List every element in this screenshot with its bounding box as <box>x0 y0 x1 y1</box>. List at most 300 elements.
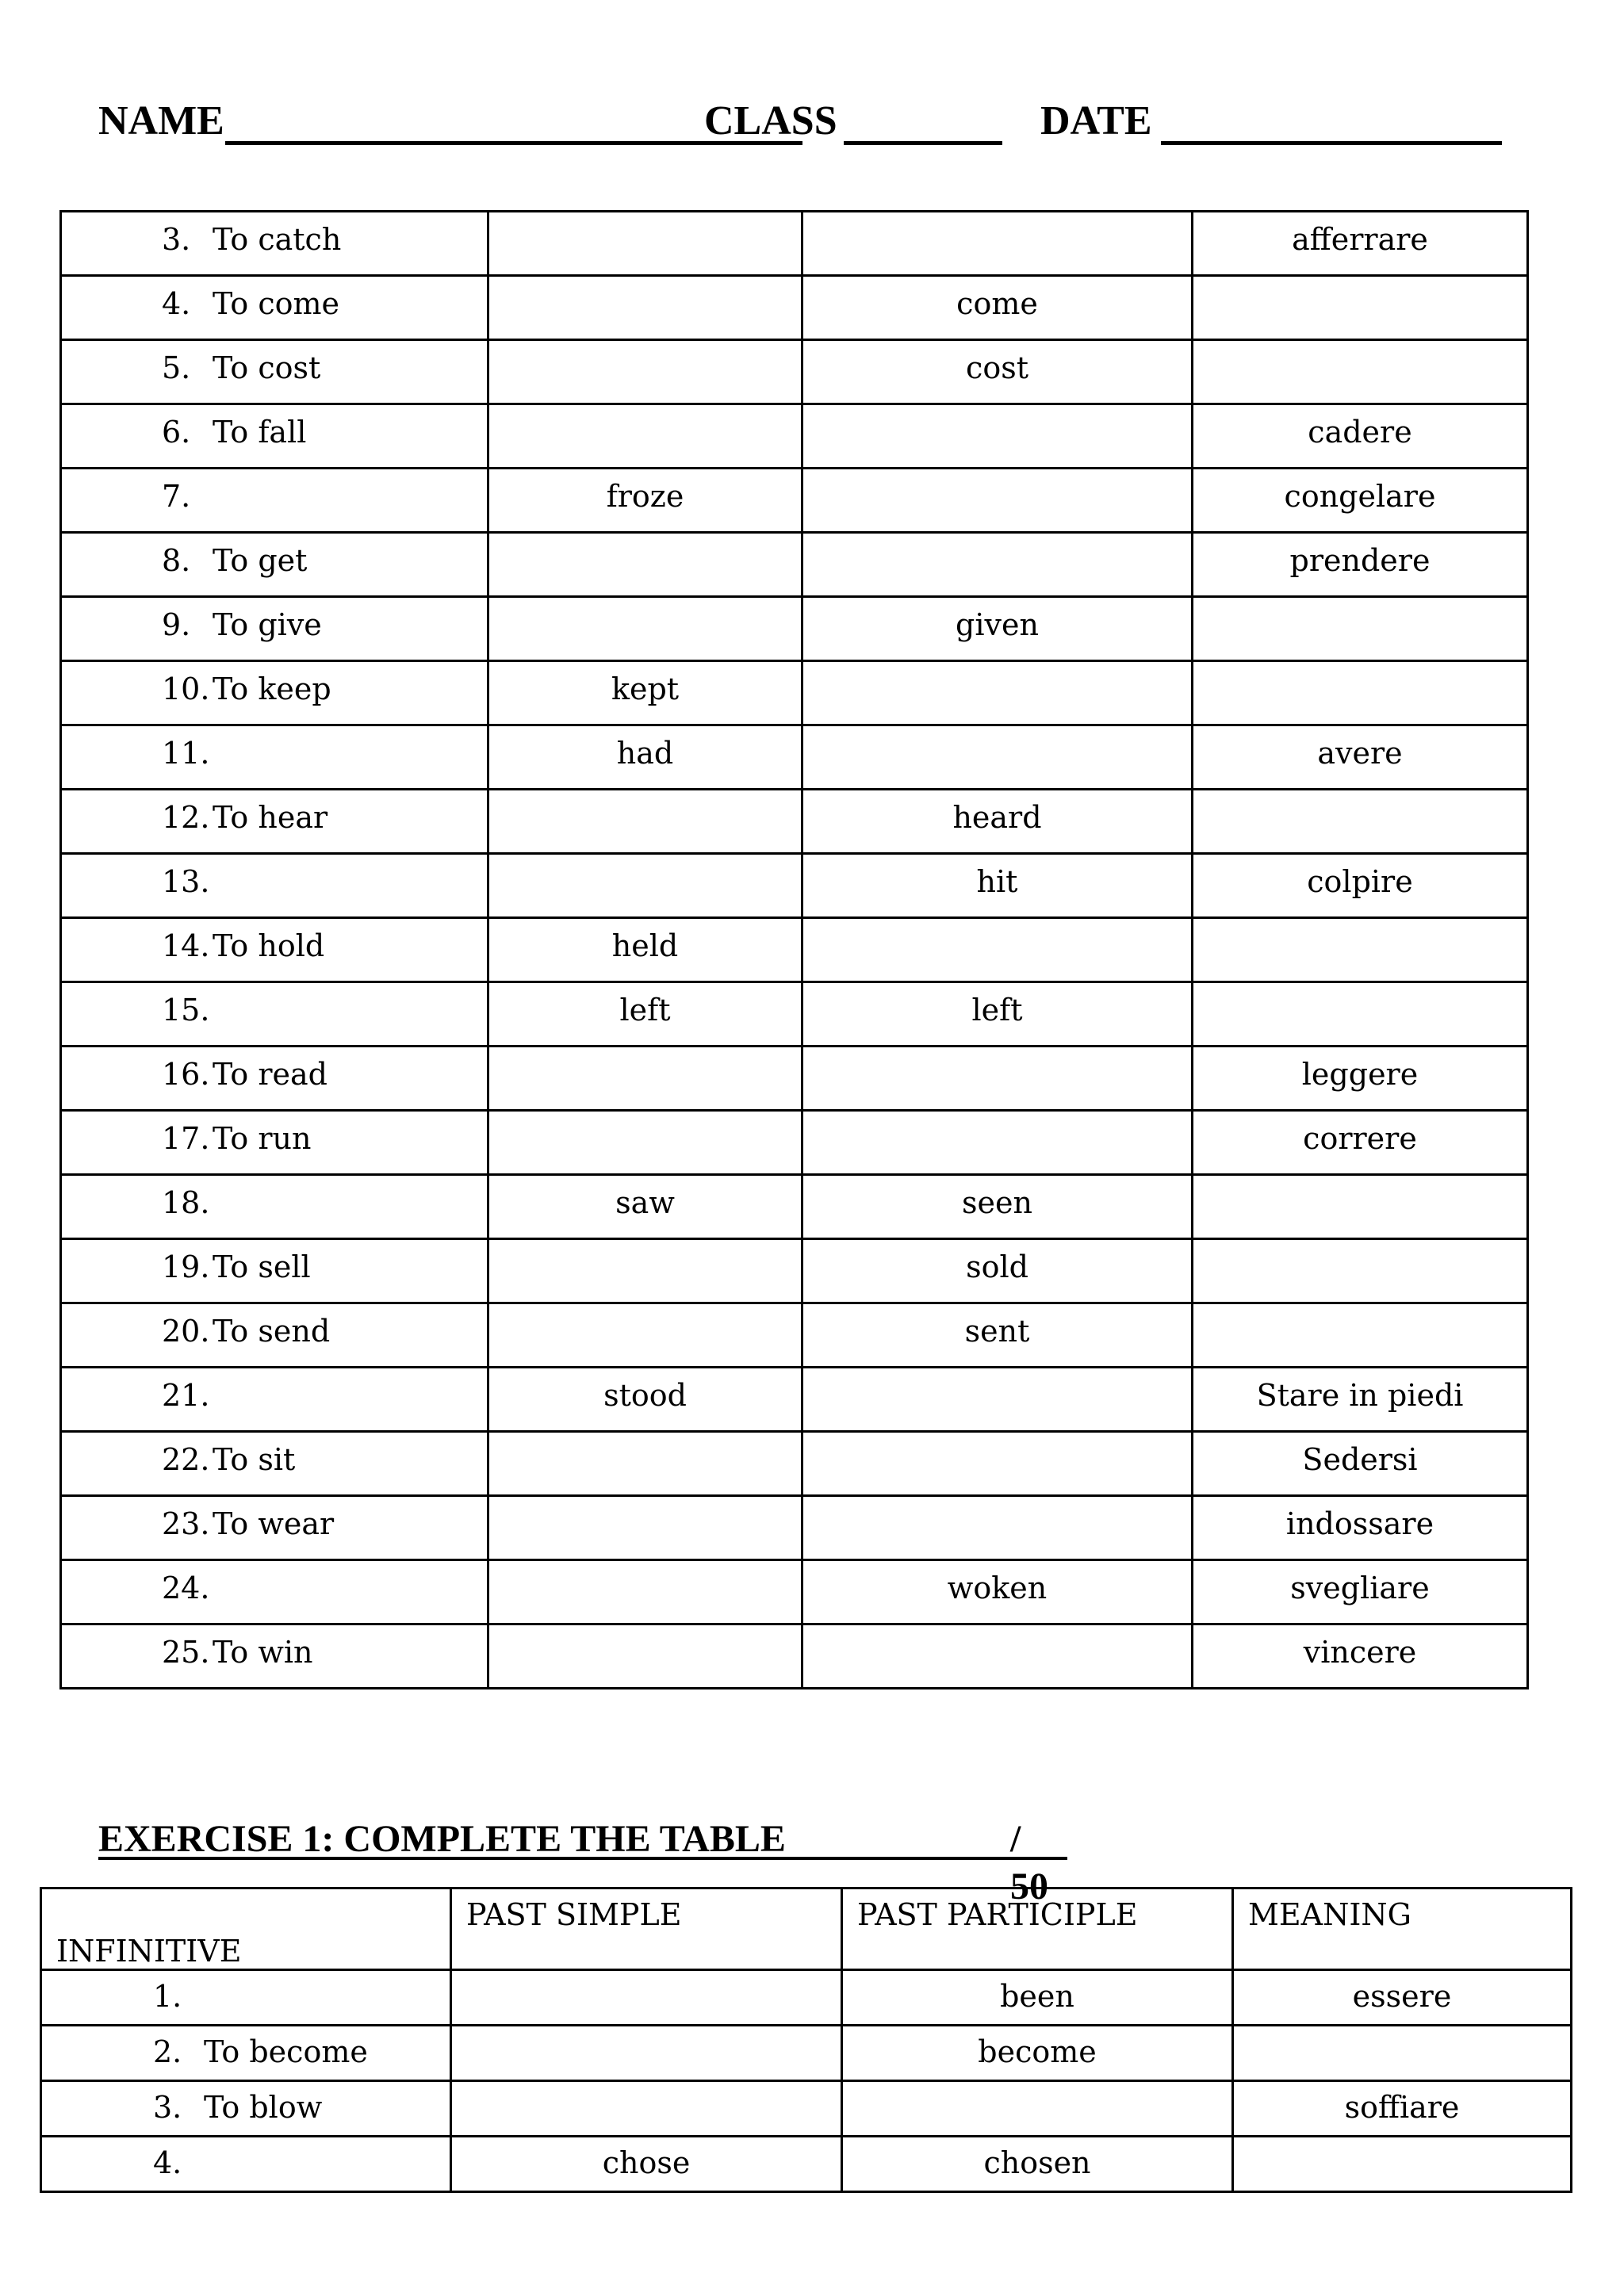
infinitive-content <box>42 1971 450 2014</box>
past-participle-text: heard <box>952 800 1042 835</box>
meaning-cell[interactable] <box>1193 597 1528 661</box>
meaning-cell[interactable] <box>1193 790 1528 854</box>
past-participle-cell[interactable] <box>802 340 1193 404</box>
meaning-text <box>1193 1176 1526 1185</box>
infinitive-cell[interactable] <box>61 725 488 790</box>
past-participle-cell[interactable] <box>802 1303 1193 1368</box>
infinitive-content <box>62 1047 487 1092</box>
past-participle-cell[interactable] <box>802 790 1193 854</box>
past-simple-text: left <box>619 993 671 1027</box>
meaning-text: Stare in piedi <box>1256 1378 1464 1413</box>
past-participle-text: come <box>956 286 1038 321</box>
infinitive-cell[interactable] <box>61 854 488 918</box>
past-participle-text <box>803 1112 1191 1121</box>
infinitive-text: To win <box>213 1635 313 1670</box>
infinitive-cell[interactable] <box>61 1175 488 1239</box>
table-row <box>61 1175 1528 1239</box>
meaning-cell[interactable] <box>1193 1496 1528 1560</box>
past-simple-text <box>489 212 801 222</box>
past-simple-text: held <box>611 928 679 963</box>
meaning-cell[interactable] <box>1193 340 1528 404</box>
exercise-title-text: EXERCISE 1: COMPLETE THE TABLE <box>98 1818 786 1860</box>
infinitive-cell[interactable] <box>61 1496 488 1560</box>
meaning-cell[interactable] <box>1193 1368 1528 1432</box>
infinitive-text: To become <box>204 2034 368 2069</box>
infinitive-content <box>62 341 487 385</box>
date-label: DATE <box>1040 98 1152 144</box>
past-simple-cell[interactable] <box>488 1432 802 1496</box>
past-participle-text <box>803 1625 1191 1635</box>
past-simple-text <box>452 2026 841 2034</box>
table-row <box>41 2026 1572 2081</box>
meaning-text <box>1193 1240 1526 1249</box>
row-number: 5. <box>162 350 191 385</box>
infinitive-content <box>62 1176 487 1220</box>
meaning-cell[interactable] <box>1193 982 1528 1047</box>
past-participle-cell[interactable] <box>802 597 1193 661</box>
past-simple-cell[interactable] <box>488 469 802 533</box>
past-simple-text <box>489 1112 801 1121</box>
row-number: 23. <box>162 1506 210 1541</box>
infinitive-cell[interactable] <box>61 533 488 597</box>
infinitive-cell[interactable] <box>61 1368 488 1432</box>
past-simple-text <box>489 1561 801 1571</box>
infinitive-text: To blow <box>204 2090 323 2125</box>
past-simple-text: saw <box>615 1185 675 1220</box>
meaning-text: svegliare <box>1290 1571 1430 1605</box>
infinitive-cell[interactable] <box>41 1970 451 2026</box>
past-participle-cell[interactable] <box>802 661 1193 725</box>
past-participle-cell[interactable] <box>802 918 1193 982</box>
infinitive-cell[interactable] <box>61 340 488 404</box>
meaning-cell[interactable] <box>1233 2026 1572 2081</box>
meaning-text <box>1234 2137 1570 2145</box>
table-row <box>61 918 1528 982</box>
table-row <box>61 982 1528 1047</box>
past-simple-cell[interactable] <box>488 790 802 854</box>
verbs-table-body <box>61 212 1528 1689</box>
infinitive-cell[interactable] <box>61 1624 488 1689</box>
meaning-text: essere <box>1352 1979 1452 2014</box>
past-simple-cell[interactable] <box>488 1111 802 1175</box>
header-row <box>41 1888 1572 1970</box>
meaning-cell[interactable] <box>1193 661 1528 725</box>
past-participle-text: been <box>1000 1979 1074 2014</box>
row-number: 7. <box>162 479 191 514</box>
past-simple-text <box>489 1433 801 1442</box>
infinitive-content <box>62 1497 487 1541</box>
exercise-title-underline <box>98 1857 1067 1860</box>
row-number: 3. <box>162 222 191 257</box>
table-row <box>61 1111 1528 1175</box>
past-participle-cell[interactable] <box>802 533 1193 597</box>
past-participle-text <box>803 405 1191 415</box>
row-number: 12. <box>162 800 210 835</box>
row-number: 19. <box>162 1249 210 1284</box>
past-participle-text: woken <box>947 1571 1048 1605</box>
past-simple-text: kept <box>611 672 680 706</box>
infinitive-cell[interactable] <box>61 1047 488 1111</box>
infinitive-cell[interactable] <box>61 1432 488 1496</box>
past-simple-text <box>489 1047 801 1057</box>
past-participle-text <box>803 662 1191 672</box>
past-simple-cell[interactable] <box>488 918 802 982</box>
table-row <box>61 533 1528 597</box>
row-number: 13. <box>162 864 210 899</box>
exercise-title <box>98 1816 1066 1908</box>
infinitive-cell[interactable] <box>41 2081 451 2137</box>
infinitive-cell[interactable] <box>61 276 488 340</box>
infinitive-text: To catch <box>213 222 342 257</box>
past-participle-cell[interactable] <box>802 854 1193 918</box>
past-participle-cell[interactable] <box>802 1560 1193 1624</box>
infinitive-content <box>62 212 487 257</box>
past-simple-text <box>489 341 801 350</box>
exercise-table <box>40 1887 1572 2193</box>
past-simple-cell[interactable] <box>488 276 802 340</box>
meaning-cell[interactable] <box>1193 276 1528 340</box>
past-simple-cell[interactable] <box>451 2026 842 2081</box>
infinitive-text: To keep <box>213 672 331 706</box>
table-row <box>61 212 1528 276</box>
past-simple-text <box>452 2082 841 2090</box>
infinitive-cell[interactable] <box>61 212 488 276</box>
infinitive-text: To sit <box>213 1442 296 1477</box>
exercise-score: / 50 <box>1010 1818 1048 1908</box>
past-simple-cell[interactable] <box>488 340 802 404</box>
table-row <box>61 1624 1528 1689</box>
past-simple-text <box>489 598 801 607</box>
past-simple-cell[interactable] <box>451 2081 842 2137</box>
row-number: 9. <box>162 607 191 642</box>
infinitive-cell[interactable] <box>41 2026 451 2081</box>
infinitive-cell[interactable] <box>61 1239 488 1303</box>
meaning-text <box>1193 277 1526 286</box>
table-row <box>61 790 1528 854</box>
meaning-text: prendere <box>1289 543 1431 578</box>
meaning-cell[interactable] <box>1193 1560 1528 1624</box>
infinitive-cell[interactable] <box>41 2137 451 2192</box>
meaning-cell[interactable] <box>1193 1175 1528 1239</box>
past-simple-cell[interactable] <box>488 1368 802 1432</box>
row-number: 25. <box>162 1635 210 1670</box>
meaning-cell[interactable] <box>1193 212 1528 276</box>
past-simple-text <box>489 405 801 415</box>
past-participle-cell[interactable] <box>842 2137 1233 2192</box>
meaning-cell[interactable] <box>1233 2137 1572 2192</box>
past-participle-cell[interactable] <box>842 2081 1233 2137</box>
past-simple-cell[interactable] <box>488 533 802 597</box>
past-simple-cell[interactable] <box>488 1239 802 1303</box>
row-number: 11. <box>162 736 210 771</box>
meaning-text: leggere <box>1301 1057 1419 1092</box>
table-row <box>61 661 1528 725</box>
infinitive-content <box>62 277 487 321</box>
meaning-cell[interactable] <box>1193 469 1528 533</box>
table-row <box>61 1432 1528 1496</box>
row-number: 22. <box>162 1442 210 1477</box>
meaning-text: correre <box>1303 1121 1417 1156</box>
meaning-cell[interactable] <box>1193 1239 1528 1303</box>
past-simple-text <box>452 1971 841 1979</box>
infinitive-content <box>62 855 487 899</box>
infinitive-content <box>62 1433 487 1477</box>
exercise-table-body <box>41 1888 1572 2192</box>
meaning-text: cadere <box>1308 415 1412 450</box>
meaning-text <box>1193 790 1526 800</box>
past-participle-cell[interactable] <box>802 982 1193 1047</box>
table-row <box>61 1496 1528 1560</box>
meaning-cell[interactable] <box>1193 1624 1528 1689</box>
past-simple-text: stood <box>603 1378 687 1413</box>
infinitive-text: To get <box>213 543 308 578</box>
header-meaning-label: MEANING <box>1248 1897 1411 1932</box>
row-number: 24. <box>162 1571 210 1605</box>
infinitive-cell[interactable] <box>61 1560 488 1624</box>
meaning-text <box>1193 662 1526 672</box>
meaning-text: Sedersi <box>1302 1442 1418 1477</box>
past-participle-text <box>803 1047 1191 1057</box>
past-simple-cell[interactable] <box>488 1303 802 1368</box>
meaning-text: congelare <box>1284 479 1436 514</box>
name-label: NAME <box>98 98 224 144</box>
past-simple-cell[interactable] <box>488 1175 802 1239</box>
row-number: 14. <box>162 928 210 963</box>
meaning-text <box>1234 2026 1570 2034</box>
past-simple-cell[interactable] <box>488 1047 802 1111</box>
infinitive-cell[interactable] <box>61 790 488 854</box>
table-row <box>41 2081 1572 2137</box>
past-simple-text <box>489 1497 801 1506</box>
meaning-cell[interactable] <box>1233 1970 1572 2026</box>
past-simple-cell[interactable] <box>488 1560 802 1624</box>
table-row <box>61 1047 1528 1111</box>
row-number: 4. <box>162 286 191 321</box>
table-row <box>61 1303 1528 1368</box>
meaning-text <box>1193 983 1526 993</box>
past-simple-cell[interactable] <box>488 1624 802 1689</box>
past-participle-text: hit <box>976 864 1018 899</box>
infinitive-text: To read <box>213 1057 327 1092</box>
past-participle-cell[interactable] <box>802 725 1193 790</box>
row-number: 8. <box>162 543 191 578</box>
table-row <box>61 340 1528 404</box>
past-participle-cell[interactable] <box>802 1239 1193 1303</box>
infinitive-text: To run <box>213 1121 312 1156</box>
meaning-text: avere <box>1317 736 1403 771</box>
meaning-cell[interactable] <box>1193 725 1528 790</box>
past-participle-text: cost <box>966 350 1028 385</box>
infinitive-content <box>62 1561 487 1605</box>
past-participle-cell[interactable] <box>802 1624 1193 1689</box>
table-row <box>61 597 1528 661</box>
past-simple-cell[interactable] <box>451 2137 842 2192</box>
row-number: 15. <box>162 993 210 1027</box>
infinitive-content <box>42 2082 450 2125</box>
meaning-cell[interactable] <box>1193 1303 1528 1368</box>
infinitive-cell[interactable] <box>61 404 488 469</box>
past-simple-cell[interactable] <box>488 1496 802 1560</box>
past-simple-text <box>489 1240 801 1249</box>
class-label: CLASS <box>704 98 837 144</box>
table-row <box>61 854 1528 918</box>
past-participle-cell[interactable] <box>802 1368 1193 1432</box>
infinitive-content <box>62 405 487 450</box>
header-meaning <box>1233 1888 1572 1970</box>
meaning-cell[interactable] <box>1193 1111 1528 1175</box>
past-simple-text <box>489 790 801 800</box>
past-participle-text: seen <box>962 1185 1032 1220</box>
infinitive-text: To hear <box>213 800 328 835</box>
date-blank-line[interactable] <box>1161 141 1502 145</box>
past-simple-cell[interactable] <box>488 661 802 725</box>
past-participle-cell[interactable] <box>842 1970 1233 2026</box>
infinitive-cell[interactable] <box>61 1303 488 1368</box>
past-simple-text <box>489 534 801 543</box>
infinitive-content <box>62 662 487 706</box>
row-number: 21. <box>162 1378 210 1413</box>
table-row <box>61 725 1528 790</box>
meaning-cell[interactable] <box>1193 1047 1528 1111</box>
past-simple-text: froze <box>606 479 684 514</box>
meaning-text <box>1193 919 1526 928</box>
meaning-text: soffiare <box>1344 2090 1460 2125</box>
past-participle-text <box>803 1497 1191 1506</box>
past-simple-cell[interactable] <box>488 725 802 790</box>
past-participle-text: left <box>971 993 1023 1027</box>
meaning-text <box>1193 1304 1526 1314</box>
past-participle-text <box>803 212 1191 222</box>
past-participle-text <box>843 2082 1231 2090</box>
infinitive-text: To send <box>213 1314 331 1349</box>
infinitive-text: To wear <box>213 1506 335 1541</box>
infinitive-cell[interactable] <box>61 982 488 1047</box>
header-past-participle-label: PAST PARTICIPLE <box>857 1897 1138 1932</box>
row-number: 20. <box>162 1314 210 1349</box>
table-row <box>61 1368 1528 1432</box>
row-number: 16. <box>162 1057 210 1092</box>
table-row <box>61 469 1528 533</box>
past-participle-text <box>803 919 1191 928</box>
past-simple-cell[interactable] <box>488 982 802 1047</box>
past-simple-cell[interactable] <box>488 404 802 469</box>
past-simple-text: chose <box>602 2145 691 2180</box>
infinitive-content <box>62 1625 487 1670</box>
past-participle-cell[interactable] <box>802 1111 1193 1175</box>
table-row <box>41 1970 1572 2026</box>
header-infinitive <box>41 1888 451 1970</box>
header-past-participle <box>842 1888 1233 1970</box>
past-participle-text <box>803 1368 1191 1378</box>
table-row <box>41 2137 1572 2192</box>
meaning-text: colpire <box>1307 864 1413 899</box>
past-participle-cell[interactable] <box>802 469 1193 533</box>
infinitive-content <box>62 790 487 835</box>
infinitive-content <box>62 1240 487 1284</box>
infinitive-cell[interactable] <box>61 469 488 533</box>
header-past-simple-label: PAST SIMPLE <box>466 1897 682 1932</box>
past-participle-text: sent <box>964 1314 1030 1349</box>
past-participle-cell[interactable] <box>842 2026 1233 2081</box>
past-simple-text <box>489 855 801 864</box>
past-participle-text <box>803 1433 1191 1442</box>
infinitive-cell[interactable] <box>61 918 488 982</box>
verbs-table-continued <box>59 210 1529 1689</box>
infinitive-content <box>62 598 487 642</box>
meaning-cell[interactable] <box>1193 533 1528 597</box>
meaning-cell[interactable] <box>1193 918 1528 982</box>
meaning-text: indossare <box>1285 1506 1434 1541</box>
infinitive-content <box>62 1304 487 1349</box>
infinitive-text: To give <box>213 607 322 642</box>
row-number: 10. <box>162 672 210 706</box>
past-participle-cell[interactable] <box>802 276 1193 340</box>
row-number: 18. <box>162 1185 210 1220</box>
infinitive-text: To cost <box>213 350 321 385</box>
past-simple-cell[interactable] <box>488 854 802 918</box>
meaning-text: afferrare <box>1292 222 1428 257</box>
past-simple-cell[interactable] <box>488 212 802 276</box>
past-simple-cell[interactable] <box>451 1970 842 2026</box>
past-participle-cell[interactable] <box>802 1496 1193 1560</box>
table-row <box>61 1560 1528 1624</box>
infinitive-content <box>62 1112 487 1156</box>
header-infinitive-label: INFINITIVE <box>56 1934 242 1969</box>
infinitive-text: To sell <box>213 1249 311 1284</box>
meaning-cell[interactable] <box>1193 854 1528 918</box>
meaning-cell[interactable] <box>1193 1432 1528 1496</box>
past-simple-text <box>489 277 801 286</box>
table-row <box>61 1239 1528 1303</box>
past-participle-text <box>803 726 1191 736</box>
past-participle-cell[interactable] <box>802 404 1193 469</box>
meaning-text <box>1193 598 1526 607</box>
row-number: 1. <box>153 1979 182 2014</box>
past-participle-cell[interactable] <box>802 1047 1193 1111</box>
infinitive-text: To come <box>213 286 340 321</box>
past-participle-text: become <box>978 2034 1097 2069</box>
past-participle-cell[interactable] <box>802 212 1193 276</box>
infinitive-content <box>62 983 487 1027</box>
past-participle-text <box>803 534 1191 543</box>
table-row <box>61 404 1528 469</box>
meaning-cell[interactable] <box>1193 404 1528 469</box>
infinitive-content <box>62 1368 487 1413</box>
worksheet-header <box>98 94 1502 149</box>
past-participle-text: given <box>956 607 1039 642</box>
meaning-cell[interactable] <box>1233 2081 1572 2137</box>
infinitive-cell[interactable] <box>61 597 488 661</box>
table-row <box>61 276 1528 340</box>
infinitive-cell[interactable] <box>61 661 488 725</box>
past-simple-text: had <box>616 736 674 771</box>
past-participle-text <box>803 469 1191 479</box>
class-blank-line[interactable] <box>844 141 1002 145</box>
infinitive-text: To hold <box>213 928 325 963</box>
past-simple-text <box>489 1304 801 1314</box>
row-number: 3. <box>153 2090 182 2125</box>
infinitive-content <box>62 469 487 514</box>
infinitive-content <box>62 919 487 963</box>
meaning-text: vincere <box>1303 1635 1417 1670</box>
past-participle-cell[interactable] <box>802 1175 1193 1239</box>
row-number: 6. <box>162 415 191 450</box>
row-number: 4. <box>153 2145 182 2180</box>
infinitive-cell[interactable] <box>61 1111 488 1175</box>
past-participle-cell[interactable] <box>802 1432 1193 1496</box>
past-simple-cell[interactable] <box>488 597 802 661</box>
past-simple-text <box>489 1625 801 1635</box>
